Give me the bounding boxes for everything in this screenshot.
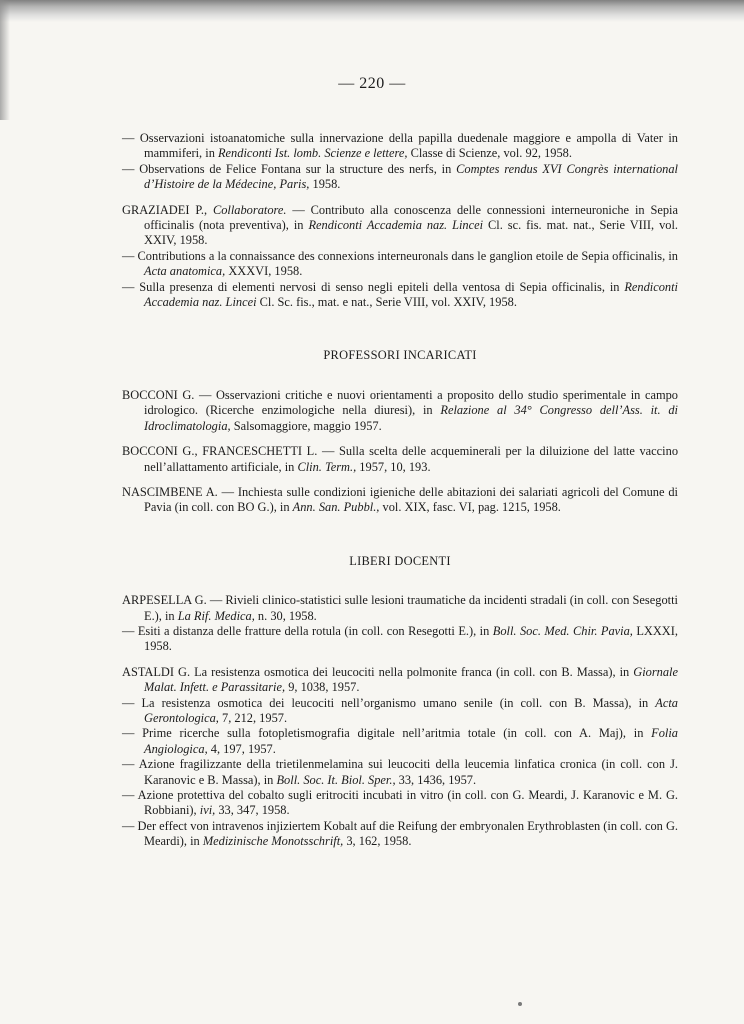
author-name: NASCIMBENE A.: [122, 484, 218, 499]
bibliography-entry: [122, 665, 678, 696]
citation-source: Boll. Soc. It. Biol. Sper.,: [276, 772, 396, 787]
scan-speck: [518, 1002, 522, 1006]
citation-source: Boll. Soc. Med. Chir. Pavia,: [492, 623, 633, 638]
entry-text: 1958.: [309, 177, 341, 192]
bibliography-entry: [122, 249, 678, 280]
author-name: BOCCONI G.: [122, 387, 195, 402]
entry-text: vol. XIX, fasc. VI, pag. 1215, 1958.: [379, 500, 561, 515]
entry-text: — Der effect von intravenos injiziertem Kobalt auf die Reifung der embryonalen Erythroblasten (in coll. con G. Meardi), in: [122, 818, 678, 849]
entry-text: 33, 347, 1958.: [215, 803, 290, 818]
entry-text: La resistenza osmotica dei leucociti nella polmonite franca (in coll. con B. Massa), in: [190, 664, 634, 679]
entry-text: — Contributions a la connaissance des connexions interneuronals dans le ganglion etoile de Sepia officinalis, in: [122, 248, 678, 263]
page-number: — 220 —: [338, 75, 406, 92]
entry-text: Cl. Sc. fis., mat. e nat., Serie VIII, vol. XXIV, 1958.: [256, 295, 517, 310]
entry-text: — Sulla presenza di elementi nervosi di senso negli epiteli della ventosa di Sepia officinalis, in: [122, 279, 625, 294]
entry-text: — Sulla scelta delle acqueminerali per la diluizione del latte vaccino nell’allattamento artificiale, in: [144, 444, 679, 474]
entry-text: XXXVI, 1958.: [225, 264, 303, 279]
author-name: ASTALDI G.: [122, 664, 191, 679]
bibliography-entry: [122, 203, 678, 249]
bibliography-entry: [122, 726, 678, 757]
citation-source: Relazione al 34° Congresso dell’Ass. it. di Idroclimatologia,: [144, 403, 678, 433]
bibliography-entry: [122, 444, 678, 475]
citation-source: Rendiconti Ist. lomb. Scienze e lettere,: [217, 146, 408, 161]
author-name: BOCCONI G., FRANCESCHETTI L.: [122, 444, 318, 459]
section-heading: PROFESSORI INCARICATI: [323, 348, 477, 363]
entry-text: — Esiti a distanza delle fratture della rotula (in coll. con Resegotti E.), in: [122, 623, 493, 638]
entry-text: n. 30, 1958.: [254, 608, 317, 623]
scan-edge-left: [0, 0, 10, 120]
bibliography-entry: [122, 757, 678, 788]
entry-text: 4, 197, 1957.: [207, 741, 276, 756]
bibliography-entry: [122, 624, 678, 655]
bibliography-entry: [122, 788, 678, 819]
citation-source: Rendiconti Accademia naz. Lincei: [308, 218, 484, 233]
bibliography-entry: [122, 485, 678, 516]
citation-source: ivi,: [199, 803, 216, 818]
citation-source: Clin. Term.,: [297, 459, 357, 474]
entry-text: Cl. sc. fis. mat. nat., Serie VIII, vol. XXIV, 1958.: [144, 218, 679, 248]
entry-text: — Rivieli clinico-statistici sulle lesioni traumatiche da incidenti stradali (in coll. con Sesegotti E.), in: [144, 593, 678, 623]
citation-source: Folia Angiologica,: [144, 726, 678, 756]
citation-source: Ann. San. Pubbl.,: [292, 500, 380, 515]
citation-source: Comptes rendus XVI Congrès international d’Histoire de la Médecine, Paris,: [144, 161, 678, 192]
entry-text: LXXXI, 1958.: [144, 623, 678, 654]
entry-text: 7, 212, 1957.: [218, 710, 288, 725]
entry-text: — Prime ricerche sulla fotopletismografia digitale nell’aritmia totale (in coll. con A. Maj), in: [122, 726, 652, 741]
bibliography-entry: [122, 819, 678, 850]
bibliography-entry: [122, 131, 678, 162]
author-name: ARPESELLA G.: [122, 593, 207, 608]
entry-text: — Observations de Felice Fontana sur la structure des nerfs, in: [122, 161, 457, 176]
scan-edge-top: [0, 0, 744, 22]
citation-source: La Rif. Medica,: [177, 608, 255, 623]
entry-text: — Osservazioni critiche e nuovi orientamenti a proposito dello studio sperimentale in campo idrologico. (Ricerche enzimologiche nella diuresi), in: [144, 387, 678, 418]
entry-text: 3, 162, 1958.: [343, 834, 412, 849]
citation-source: Acta anatomica,: [144, 264, 226, 279]
entry-text: — Contributo alla conoscenza delle connessioni interneuroniche in Sepia officinalis (nota preventiva), in: [144, 202, 678, 233]
citation-source: Rendiconti Accademia naz. Lincei: [144, 279, 678, 310]
author-name: GRAZIADEI P.,: [122, 202, 208, 217]
entry-text: 9, 1038, 1957.: [285, 680, 360, 695]
entry-text: Salsomaggiore, maggio 1957.: [230, 418, 382, 433]
entry-text: — Azione protettiva del cobalto sugli eritrociti incubati in vitro (in coll. con G. Meardi, J. Karanovic e M. G. Robbiani),: [122, 788, 678, 818]
citation-source: Collaboratore.: [212, 202, 287, 217]
entry-text: 33, 1436, 1957.: [395, 772, 477, 787]
citation-source: Acta Gerontologica,: [144, 695, 678, 725]
section-heading: LIBERI DOCENTI: [349, 553, 451, 568]
bibliography-entry: [122, 696, 678, 727]
entry-text: Classe di Scienze, vol. 92, 1958.: [407, 146, 572, 161]
bibliography-entry: [122, 388, 678, 434]
citation-source: Medizinische Monotsschrift,: [202, 834, 344, 849]
bibliography-entry: [122, 280, 678, 311]
entry-text: — Osservazioni istoanatomiche sulla innervazione della papilla duedenale maggiore e ampolla di Vater in mammiferi, in: [122, 131, 678, 161]
bibliography-entry: [122, 593, 678, 624]
bibliography-body: [122, 131, 678, 850]
entry-text: 1957, 10, 193.: [356, 459, 431, 474]
bibliography-entry: [122, 162, 678, 193]
entry-text: — Azione fragilizzante della trietilenmelamina sui leucociti della leucemia linfatica cronica (in coll. con J. Karanovic e B. Massa), in: [122, 757, 678, 787]
citation-source: Giornale Malat. Infett. e Parassitarie,: [144, 664, 678, 695]
entry-text: — Inchiesta sulle condizioni igieniche delle abitazioni dei salariati agricoli del Comune di Pavia (in coll. con BO G.), in: [144, 484, 678, 515]
entry-text: — La resistenza osmotica dei leucociti nell’organismo umano senile (in coll. con B. Massa), in: [122, 695, 656, 710]
